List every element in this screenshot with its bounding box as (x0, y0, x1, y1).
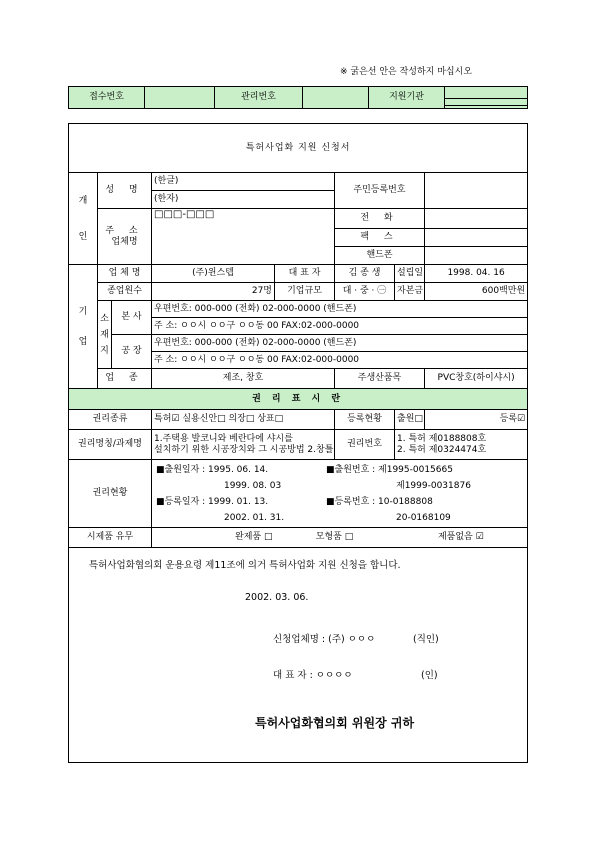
representative-seal: (인) (421, 670, 438, 681)
capital-value: 600백만원 (425, 283, 528, 301)
right-name-label: 권리명칭/과제명 (69, 430, 152, 460)
model-checkbox[interactable]: 모형품 □ (275, 528, 395, 548)
hq-line2: 주 소: ㅇㅇ시 ㅇㅇ구 ㅇㅇ동 00 FAX:02-000-0000 (152, 318, 528, 335)
product-value: PVC창호(하이샤시) (425, 369, 528, 389)
founded-label: 설립일 (395, 265, 425, 283)
address-company-label: 주 소 업체명 (98, 209, 152, 265)
hq-line1: 우편번호: 000-000 (전화) 02-000-0000 (핸드폰) (152, 301, 528, 318)
industry-label: 업 종 (98, 369, 152, 389)
right-name-value: 1.주택용 발코니와 베란다에 샤시를 설치하기 위한 시공장치와 그 시공방법 2.창틀 (152, 430, 335, 460)
founded-value: 1998. 04. 16 (425, 265, 528, 283)
fax-mobile-fields[interactable] (425, 229, 528, 265)
right-type-value[interactable]: 특허☑ 실용신안□ 의장□ 상표□ (152, 410, 335, 430)
company-group-label: 기 업 (69, 265, 98, 389)
notice-text: ※ 굵은선 안은 작성하지 마십시오 (340, 67, 473, 77)
representative-name: 대 표 자 : ㅇㅇㅇㅇ (273, 670, 353, 681)
form-title: 특허사업화 지원 신청서 (69, 124, 528, 173)
hq-label: 본 사 (112, 301, 152, 335)
reg-status-label: 등록현황 (335, 410, 395, 430)
agency-label: 지원기관 (369, 87, 445, 109)
zip-code-boxes[interactable]: □□□-□□□ (152, 209, 335, 265)
prototype-label: 시제품 유무 (69, 528, 152, 548)
right-number-value: 1. 특허 제0188808호 2. 특허 제0324474호 (395, 430, 528, 460)
right-number-label: 권리번호 (335, 430, 395, 460)
receipt-number-label: 접수번호 (69, 87, 145, 109)
size-value: 대 · 중 · ㊀ (335, 283, 395, 301)
declaration-area (69, 548, 528, 763)
applicant-seal: (직인) (413, 634, 439, 645)
individual-group-label: 개 인 (69, 173, 98, 265)
fax-mobile-labels (335, 229, 425, 265)
right-status-details: ■출원일자 : 1995. 06. 14. 1999. 08. 03 ■등록일자 : 1999. 01. 13. 2002. 01. 31. ■출원번호 : 제1995-0015665 제1999-0031876 ■등록번호 : 10-0188808 20-0168109 (152, 460, 528, 528)
tel-field[interactable] (425, 209, 528, 229)
name-hanja-field[interactable]: (한자) (152, 191, 335, 209)
product-label: 주생산품목 (335, 369, 425, 389)
name-hangul-field[interactable]: (한글) (152, 173, 335, 191)
right-type-label: 권리종류 (69, 410, 152, 430)
factory-line2: 주 소: ㅇㅇ시 ㅇㅇ구 ㅇㅇ동 00 FAX:02-000-0000 (152, 352, 528, 369)
declaration-date: 2002. 03. 06. (245, 592, 309, 603)
right-status-label: 권리현황 (69, 460, 152, 528)
rep-value: 김 종 생 (335, 265, 395, 283)
employees-label: 종업원수 (98, 283, 152, 301)
ssn-field[interactable] (425, 173, 528, 209)
finished-checkbox[interactable]: 완제품 □ (152, 528, 275, 548)
declaration-text: 특허사업화협의회 운용요령 제11조에 의거 특허사업화 지원 신청을 합니다. (89, 560, 401, 571)
office-use-strip (68, 86, 528, 109)
rights-header: 권 리 표 시 란 (69, 389, 528, 410)
ssn-label: 주민등록번호 (335, 173, 425, 209)
manage-number-label: 관리번호 (215, 87, 303, 109)
receipt-number-field[interactable] (145, 87, 215, 109)
agency-field[interactable] (445, 87, 528, 109)
company-name-value: (주)윈스텝 (152, 265, 275, 283)
no-product-checkbox[interactable]: 제품없음 ☑ (395, 528, 528, 548)
capital-label: 자본금 (395, 283, 425, 301)
mobile-label: 핸드폰 (366, 250, 393, 260)
location-group-label: 소 재 지 (98, 301, 112, 369)
employees-value: 27명 (152, 283, 275, 301)
tel-label: 전 화 (335, 209, 425, 229)
industry-value: 제조, 창호 (152, 369, 335, 389)
application-form (68, 123, 528, 763)
manage-number-field[interactable] (303, 87, 369, 109)
applied-checkbox[interactable]: 출원□ (395, 410, 425, 430)
applicant-name: 신청업체명 : (주) ㅇㅇㅇ (273, 634, 376, 645)
name-label: 성 명 (98, 173, 152, 209)
rep-label: 대 표 자 (275, 265, 335, 283)
factory-label: 공 장 (112, 335, 152, 369)
factory-line1: 우편번호: 000-000 (전화) 02-000-0000 (핸드폰) (152, 335, 528, 352)
size-label: 기업규모 (275, 283, 335, 301)
registered-checkbox[interactable]: 등록☑ (425, 410, 528, 430)
fax-label: 팩 스 (335, 229, 424, 247)
company-name-label: 업 체 명 (98, 265, 152, 283)
addressee: 특허사업화협의회 위원장 귀하 (255, 716, 415, 730)
